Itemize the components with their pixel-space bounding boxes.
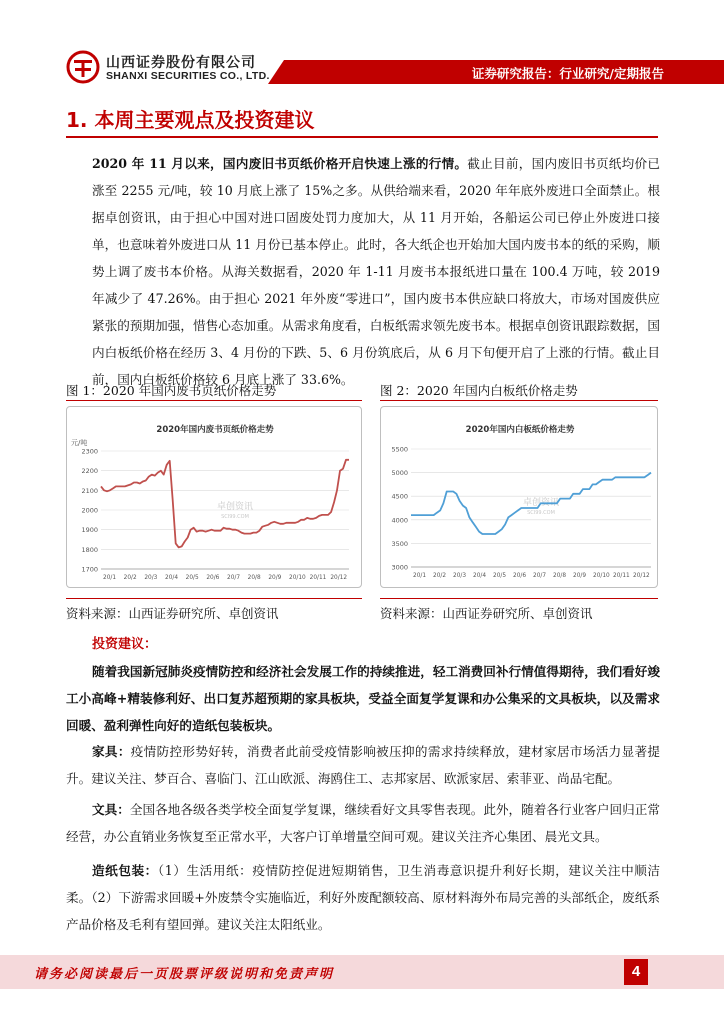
chart-1-xtick-label: 20/3	[144, 575, 158, 581]
chart-2-xtick-label: 20/6	[513, 573, 527, 579]
figure-2-top-rule	[380, 400, 658, 401]
chart-whiteboard-paper	[380, 406, 658, 588]
chart-1-watermark-text: 卓创资讯	[216, 502, 254, 512]
chart-2-xtick-label: 20/10	[593, 573, 610, 579]
chart-2-xtick-label: 20/8	[553, 573, 567, 579]
section-title: 1. 本周主要观点及投资建议	[66, 108, 315, 132]
chart-1-xtick-label: 20/5	[185, 575, 199, 581]
chart-2-xtick-label: 20/7	[533, 573, 547, 579]
chart-1-ytick-label: 2100	[81, 486, 98, 495]
chart-2-xtick-label: 20/1	[413, 573, 427, 579]
page-number: 4	[624, 959, 648, 985]
chart-1-ytick-label: 1900	[81, 526, 98, 535]
chart-2-ytick-label: 3500	[391, 539, 408, 548]
title-divider	[66, 136, 658, 138]
chart-2-xtick-label: 20/9	[573, 573, 587, 579]
page-header	[0, 0, 724, 90]
investment-summary: 随着我国新冠肺炎疫情防控和经济社会发展工作的持续推进，轻工消费回补行情值得期待，我们看好竣工小高峰+精装修利好、出口复苏超预期的家具板块，受益全面复学复课和办公集采的文具板块，以及需求回暖、盈利弹性向好的造纸包装板块。	[66, 664, 660, 733]
intro-paragraph	[92, 150, 660, 393]
chart-2-xtick-label: 20/12	[633, 573, 650, 579]
chart-1-ytick-label: 2000	[81, 506, 98, 515]
chart-waste-book-paper	[66, 406, 362, 588]
chart-2-ytick-label: 5500	[391, 445, 408, 454]
chart-2-xtick-label: 20/4	[473, 573, 487, 579]
chart-1-ytick-label: 1800	[81, 545, 98, 554]
chart-1-xtick-label: 20/9	[268, 575, 282, 581]
figure-2-source: 资料来源：山西证券研究所、卓创资讯	[380, 606, 593, 621]
figure-2-caption: 图 2：2020 年国内白板纸价格走势	[380, 383, 578, 398]
chart-2-ytick-label: 3000	[391, 563, 408, 572]
paper-packaging-label: 造纸包装：	[92, 863, 158, 878]
chart-2-watermark	[523, 496, 559, 516]
paper-packaging-paragraph	[66, 857, 660, 938]
chart-1-xtick-label: 20/1	[103, 575, 117, 581]
chart-1-ytick-label: 2300	[81, 447, 98, 456]
chart-1-xtick-label: 20/6	[206, 575, 220, 581]
chart-1-xtick-label: 20/10	[289, 575, 306, 581]
chart-2-ytick-label: 5000	[391, 469, 408, 478]
figure-1-top-rule	[66, 400, 362, 401]
company-logo-icon	[66, 50, 100, 84]
chart-1-ylabel: 元/吨	[71, 439, 88, 447]
chart-2-xtick-label: 20/3	[453, 573, 467, 579]
stationery-text: 全国各地各级各类学校全面复学复课，继续看好文具零售表现。此外，随着各行业客户回归正常经营，办公直销业务恢复至正常水平，大客户订单增量空间可观。建议关注齐心集团、晨光文具。	[66, 802, 661, 844]
chart-2-xtick-label: 20/5	[493, 573, 507, 579]
stationery-label: 文具：	[92, 802, 130, 817]
chart-1-xtick-label: 20/11	[309, 575, 327, 581]
figure-1-bottom-rule	[66, 598, 362, 599]
chart-2-xtick-label: 20/2	[433, 573, 447, 579]
figure-2-bottom-rule	[380, 598, 658, 599]
furniture-paragraph	[66, 738, 660, 792]
furniture-label: 家具：	[92, 744, 131, 759]
chart-1-xtick-label: 20/7	[227, 575, 241, 581]
chart-2-ytick-label: 4000	[391, 516, 408, 525]
intro-body: 截止目前，国内废旧书页纸均价已涨至 2255 元/吨，较 10 月底上涨了 15%之多。从供给端来看，2020 年年底外废进口全面禁止。根据卓创资讯，由于担心中国对进口固废处罚力度加大，从 11 月开始，各船运公司已停止外废进口接单，也意味着外废进口从 11 月份已基本停止。此时，各大纸企也开始加大国内废书本的纸的采购，顺势上调了废书本价格。从海关数据看，2020 年 1-11 月废书本报纸进口量在 100.4 万吨，较 2019 年减少了 47.26%。由于担心 2021 年外废“零进口”，国内废书本供应缺口将放大，市场对国废供应紧张的预期加强，惜售心态加重。从需求角度看，白板纸需求领先废书本。根据卓创资讯跟踪数据，国内白板纸价格在经历 3、4 月份的下跌、5、6 月份筑底后，从 6 月下旬便开启了上涨的行情。截止目前，国内白板纸价格较 6 月底上涨了 33.6%。	[92, 156, 660, 387]
chart-1-ytick-label: 1700	[81, 565, 98, 574]
chart-2-svg	[381, 407, 659, 589]
chart-2-watermark-text: 卓创资讯	[522, 498, 560, 508]
chart-1-ytick-label: 2200	[81, 467, 98, 476]
chart-1-title: 2020年国内废书页纸价格走势	[156, 425, 274, 435]
stationery-paragraph	[66, 796, 660, 850]
report-type-label: 证券研究报告：行业研究/定期报告	[471, 66, 664, 81]
chart-1-xtick-label: 20/4	[165, 575, 179, 581]
intro-lead: 2020 年 11 月以来，国内废旧书页纸价格开启快速上涨的行情。	[92, 156, 468, 171]
investment-heading: 投资建议：	[92, 637, 158, 652]
chart-2-title: 2020年国内白板纸价格走势	[465, 425, 575, 435]
chart-2-xtick-label: 20/11	[613, 573, 630, 579]
chart-1-xtick-label: 20/12	[330, 575, 348, 581]
figure-1-caption: 图 1：2020 年国内废书页纸价格走势	[66, 383, 277, 398]
chart-1-svg	[67, 407, 363, 589]
company-name-en: SHANXI SECURITIES CO., LTD.	[106, 70, 270, 82]
chart-2-ytick-label: 4500	[391, 492, 408, 501]
chart-1-xtick-label: 20/2	[123, 575, 137, 581]
figure-1-source: 资料来源：山西证券研究所、卓创资讯	[66, 606, 279, 621]
company-name-cn: 山西证券股份有限公司	[106, 55, 256, 71]
footer-disclaimer: 请务必阅读最后一页股票评级说明和免责声明	[34, 967, 335, 982]
paper-packaging-text: （1）生活用纸：疫情防控促进短期销售，卫生消毒意识提升利好长期，建议关注中顺洁柔。（2）下游需求回暖+外废禁令实施临近，利好外废配额较高、原材料海外布局完善的头部纸企，废纸系产品价格及毛利有望回弹。建议关注太阳纸业。	[66, 863, 661, 932]
furniture-text: 疫情防控形势好转，消费者此前受疫情影响被压抑的需求持续释放，建材家居市场活力显著提升。建议关注、梦百合、喜临门、江山欧派、海鸥住工、志邦家居、欧派家居、索菲亚、尚品宅配。	[66, 744, 661, 786]
chart-1-watermark-url: SCI99.COM	[221, 514, 249, 520]
chart-1-xtick-label: 20/8	[247, 575, 261, 581]
chart-2-watermark-url: SCI99.COM	[527, 510, 555, 516]
